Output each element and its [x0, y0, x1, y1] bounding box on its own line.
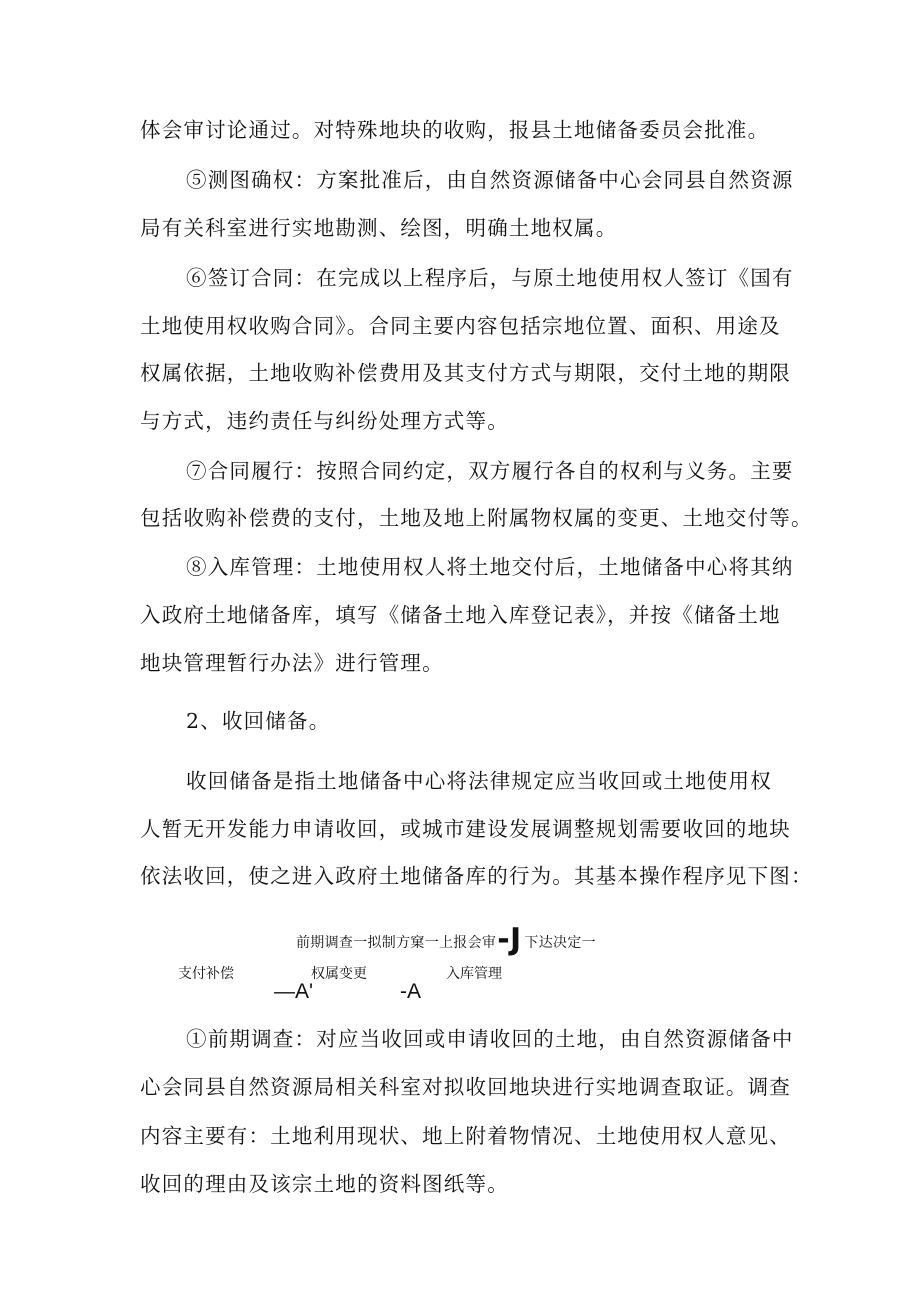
text-line: 与方式，违约责任与纠纷处理方式等。	[140, 409, 509, 433]
text-line: 人暂无开发能力申请收回，或城市建设发展调整规划需要收回的地块	[140, 817, 791, 841]
flow-step-store: 入库管理	[446, 966, 502, 982]
text-line: 入政府土地储备库，填写《储备土地入库登记表》，并按《储备土地	[140, 603, 781, 627]
text-line: 局有关科室进行实地勘测、绘图，明确土地权属。	[140, 216, 618, 240]
text-line: ⑥签订合同：在完成以上程序后，与原土地使用权人签订《国有	[186, 266, 794, 290]
text-line: ⑧入库管理：土地使用权人将土地交付后，土地储备中心将其纳	[186, 555, 794, 579]
text-line: 依法收回，使之进入政府土地储备库的行为。其基本操作程序见下图：	[140, 864, 813, 888]
text-line: ⑦合同履行：按照合同约定，双方履行各自的权利与义务。主要	[186, 459, 794, 483]
text-line: ⑤测图确权：方案批准后，由自然资源储备中心会同县自然资源	[186, 168, 794, 192]
text-line: 体会审讨论通过。对特殊地块的收购，报县土地储备委员会批准。	[140, 118, 770, 142]
text-line: 收回的理由及该宗土地的资料图纸等。	[140, 1172, 509, 1196]
flow-arrow-mark: -J	[497, 922, 522, 957]
text-line: 收回储备是指土地储备中心将法律规定应当收回或土地使用权	[186, 769, 772, 793]
text-line: 包括收购补偿费的支付，土地及地上附属物权属的变更、土地交付等。	[140, 506, 813, 530]
text-line: 地块管理暂行办法》进行管理。	[140, 651, 444, 675]
text-line: ①前期调查：对应当收回或申请收回的土地，由自然资源储备中	[186, 1027, 794, 1051]
flow-step-pay: 支付补偿	[178, 966, 234, 982]
text-line: 权属依据，土地收购补偿费用及其支付方式与期限，交付土地的期限	[140, 361, 791, 385]
text-line: 内容主要有：土地利用现状、地上附着物情况、土地使用权人意见、	[140, 1124, 791, 1148]
section-heading: 2、收回储备。	[186, 709, 331, 733]
text-line: 心会同县自然资源局相关科室对拟收回地块进行实地调查取证。调查	[140, 1075, 791, 1099]
flow-step-rights: 权属变更	[311, 966, 367, 982]
flow-steps-left: 前期调查一拟制方窠一上报会审	[296, 935, 497, 951]
flow-arrow: —A'	[274, 980, 314, 1003]
flow-diagram-row-1	[296, 922, 596, 957]
flow-arrow: -A	[400, 980, 421, 1003]
flow-step-decision: 下达决定一	[524, 935, 596, 951]
text-line: 土地使用权收购合同》。合同主要内容包括宗地位置、面积、用途及	[140, 314, 781, 338]
